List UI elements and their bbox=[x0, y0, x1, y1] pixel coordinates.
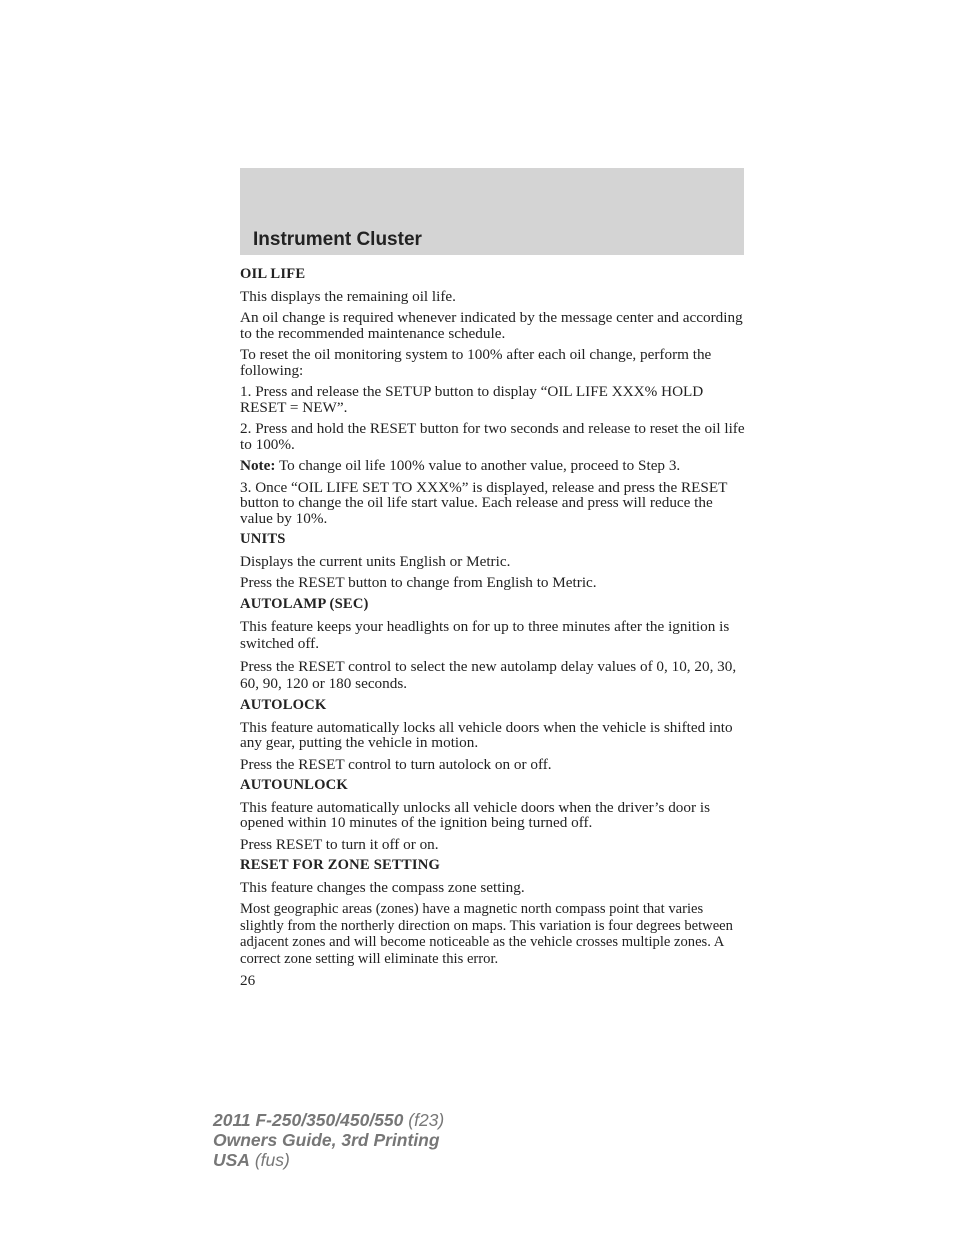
note-label: Note: bbox=[240, 457, 276, 474]
heading-zone-setting: RESET FOR ZONE SETTING bbox=[240, 857, 440, 873]
autounlock-desc: This feature automatically unlocks all vehicle doors when the driver’s door is opened within 10 minutes of the ignition being turned off. bbox=[240, 798, 710, 831]
oil-life-desc: This displays the remaining oil life. bbox=[240, 287, 456, 305]
autolock-desc: This feature automatically locks all vehicle doors when the vehicle is shifted into any gear, putting the vehicle in motion. bbox=[240, 718, 733, 751]
oil-life-reset-intro: To reset the oil monitoring system to 100% after each oil change, perform the following: bbox=[240, 346, 712, 379]
footer-model: 2011 F-250/350/450/550 bbox=[213, 1110, 404, 1130]
heading-units: UNITS bbox=[240, 531, 286, 547]
footer-line-1 bbox=[213, 1110, 444, 1130]
heading-autolamp: AUTOLAMP (SEC) bbox=[240, 595, 369, 612]
zone-desc: This feature changes the compass zone setting. bbox=[240, 878, 525, 896]
footer-line-3 bbox=[213, 1150, 444, 1170]
oil-life-change-info: An oil change is required whenever indicated by the message center and according to the recommended maintenance schedule. bbox=[240, 309, 743, 342]
autolamp-reset: Press the RESET control to select the new autolamp delay values of 0, 10, 20, 30, 60, 90, 120 or 180 seconds. bbox=[240, 658, 737, 692]
oil-life-step-3: 3. Once “OIL LIFE SET TO XXX%” is displayed, release and press the RESET button to change the oil life start value. Each release and press will reduce the value by 10%. bbox=[240, 478, 728, 527]
footer-market-code: (fus) bbox=[249, 1150, 290, 1170]
oil-life-note bbox=[240, 458, 746, 474]
autounlock-reset: Press RESET to turn it off or on. bbox=[240, 835, 439, 853]
footer-line-2: Owners Guide, 3rd Printing bbox=[213, 1130, 440, 1150]
page-content bbox=[240, 267, 746, 989]
heading-autolock: AUTOLOCK bbox=[240, 697, 327, 713]
footer-market: USA bbox=[213, 1150, 250, 1170]
heading-oil-life: OIL LIFE bbox=[240, 266, 306, 282]
section-header-band bbox=[240, 168, 744, 255]
section-title: Instrument Cluster bbox=[253, 229, 422, 250]
footer-model-code: (f23) bbox=[403, 1110, 445, 1130]
units-reset: Press the RESET button to change from English to Metric. bbox=[240, 574, 597, 591]
zone-details: Most geographic areas (zones) have a magnetic north compass point that varies slightly from the northerly direction on maps. This variation is four degrees between adjacent zones and will become noticeable as the vehicle crosses multiple zones. A correct zone setting will eliminate this error. bbox=[240, 901, 733, 967]
page-number: 26 bbox=[240, 972, 256, 989]
oil-life-step-2: 2. Press and hold the RESET button for two seconds and release to reset the oil life to 100%. bbox=[240, 420, 745, 453]
autolock-reset: Press the RESET control to turn autolock on or off. bbox=[240, 755, 552, 773]
units-desc: Displays the current units English or Metric. bbox=[240, 552, 511, 570]
note-text: To change oil life 100% value to another value, proceed to Step 3. bbox=[275, 457, 681, 474]
footer-imprint bbox=[213, 1110, 444, 1170]
heading-autounlock: AUTOUNLOCK bbox=[240, 777, 348, 793]
oil-life-step-1: 1. Press and release the SETUP button to display “OIL LIFE XXX% HOLD RESET = NEW”. bbox=[240, 383, 704, 416]
autolamp-desc: This feature keeps your headlights on for up to three minutes after the ignition is switched off. bbox=[240, 618, 730, 652]
